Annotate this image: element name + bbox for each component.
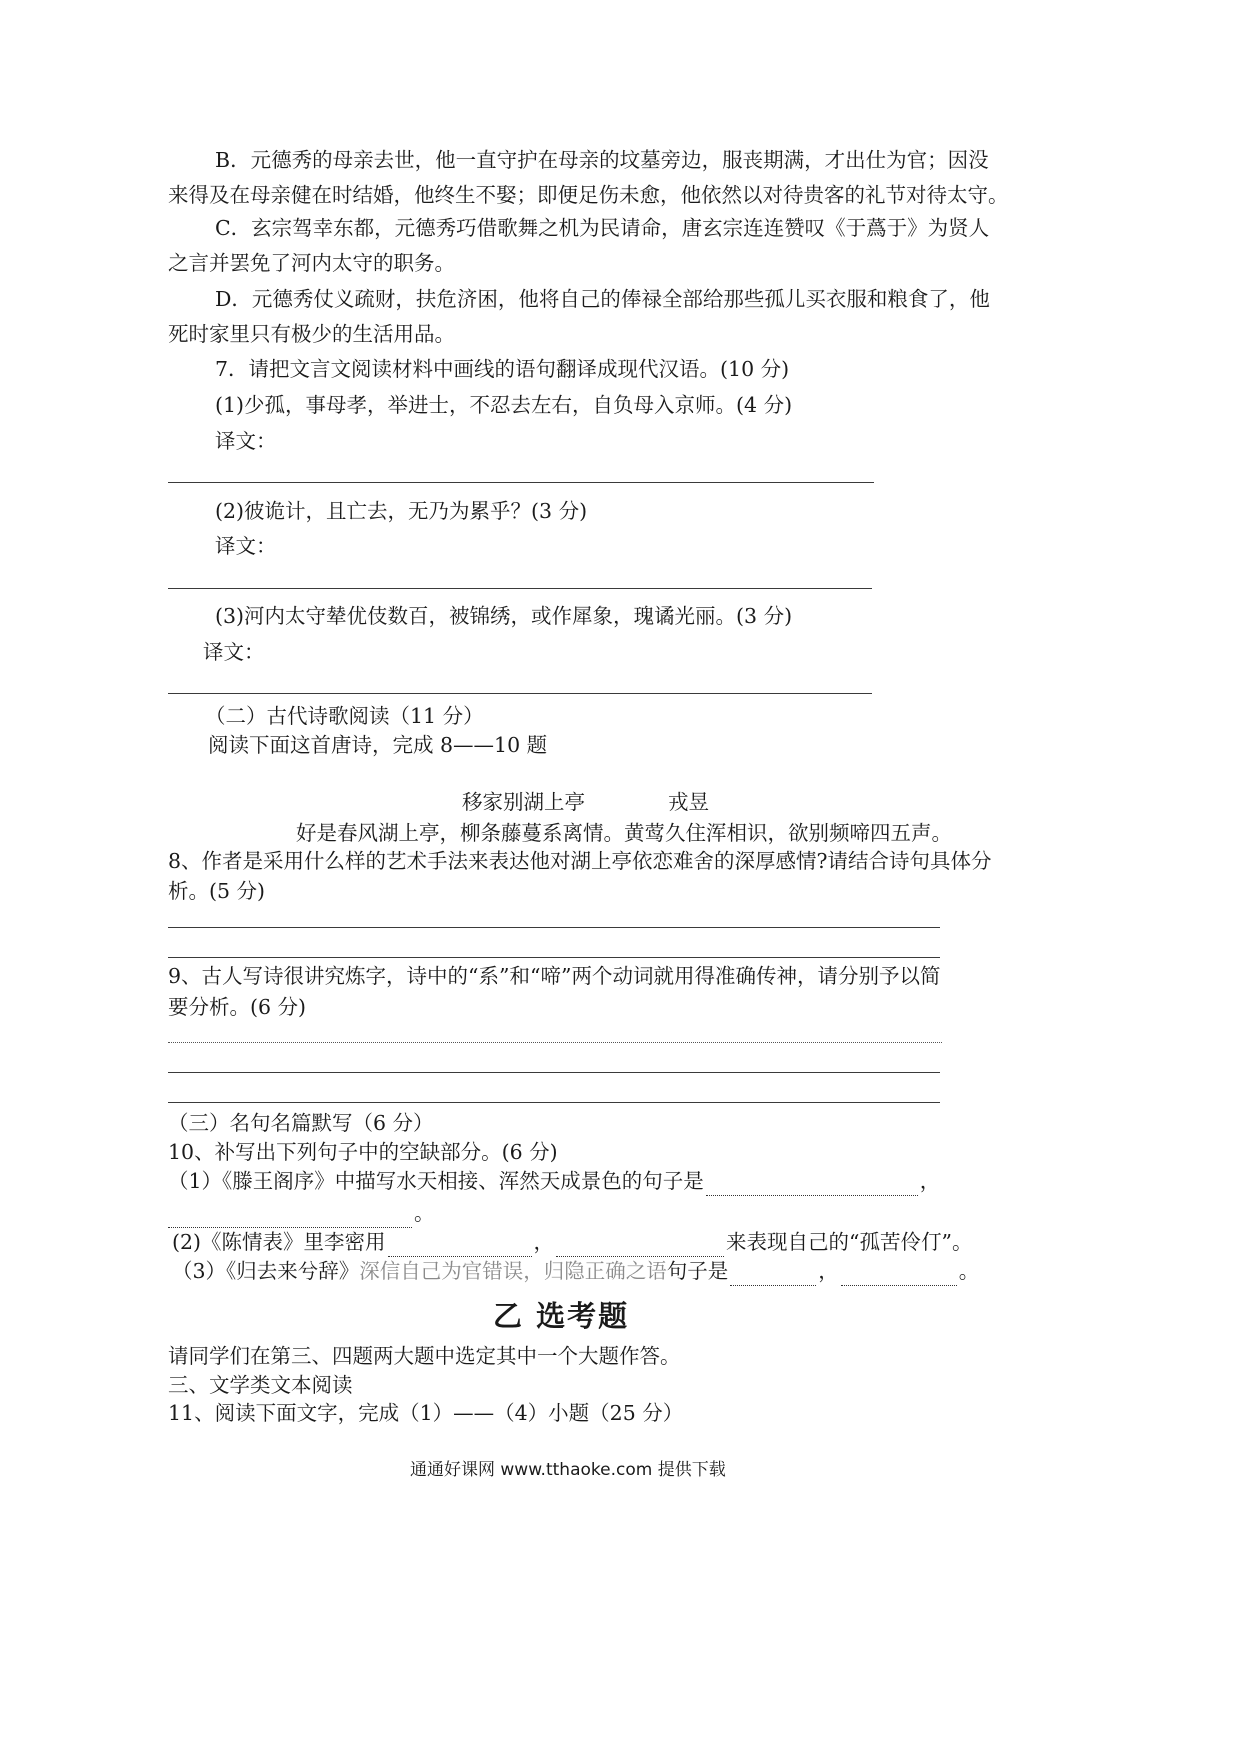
q10-item1-end: 。	[414, 1201, 435, 1225]
q7-prompt: 7．请把文言文阅读材料中画线的语句翻译成现代汉语。(10 分)	[215, 357, 790, 381]
q6-option-c-line2: 之言并罢免了河内太守的职务。	[168, 251, 455, 275]
q10-item2-after: 来表现自己的“孤苦伶仃”。	[726, 1230, 973, 1254]
q9-answer-line-2[interactable]	[168, 1072, 940, 1073]
poetry-section-title: （二）古代诗歌阅读（11 分）	[205, 704, 484, 728]
q10-item3-prefix: （3）《归去来兮辞》	[172, 1259, 360, 1283]
q9-line2: 要分析。(6 分)	[168, 995, 307, 1019]
q8-line1: 8、作者是采用什么样的艺术手法来表达他对湖上亭依恋难舍的深厚感情?请结合诗句具体分	[168, 849, 992, 873]
q10-item3-grey-text: 深信自己为官错误，归隐正确之语	[359, 1259, 667, 1283]
q10-item1-blank-2[interactable]	[168, 1205, 412, 1228]
q10-item3-end: 。	[958, 1259, 980, 1283]
q10-prompt: 10、补写出下列句子中的空缺部分。(6 分)	[168, 1140, 558, 1164]
q8-line2: 析。(5 分)	[168, 879, 266, 903]
q10-item1-comma: ，	[919, 1169, 941, 1193]
q10-item2-blank-2[interactable]	[556, 1234, 724, 1257]
q7-item3-answer-line[interactable]	[168, 693, 872, 694]
q7-item1: (1)少孤，事母孝，举进士，不忍去左右，自负母入京师。(4 分)	[215, 393, 793, 417]
q10-item3-suffix: 句子是	[666, 1259, 729, 1283]
q6-option-d-line1: D．元德秀仗义疏财，扶危济困，他将自己的俸禄全部给那些孤儿买衣服和粮食了，他	[215, 287, 990, 311]
q10-item2-text: (2)《陈情表》里李密用	[172, 1230, 386, 1254]
q9-answer-line-1[interactable]	[168, 1042, 942, 1043]
q9-line1: 9、古人写诗很讲究炼字，诗中的“系”和“啼”两个动词就用得准确传神，请分别予以简	[168, 964, 941, 988]
q6-option-b-line2: 来得及在母亲健在时结婚，他终生不娶；即便足伤未愈，他依然以对待贵客的礼节对待太守。	[168, 183, 1009, 207]
q10-item1	[168, 1166, 940, 1196]
dictation-section-title: （三）名句名篇默写（6 分）	[168, 1111, 434, 1135]
q10-item3	[172, 1256, 979, 1286]
section-b-instruction: 请同学们在第三、四题两大题中选定其中一个大题作答。	[168, 1344, 681, 1368]
q10-item2-blank-1[interactable]	[388, 1234, 532, 1257]
q8-answer-line-1[interactable]	[168, 927, 940, 928]
poem-author: 戎昱	[668, 790, 709, 814]
q7-item1-answer-line[interactable]	[168, 482, 874, 483]
q8-answer-line-2[interactable]	[168, 957, 940, 958]
poem-text: 好是春风湖上亭，柳条藤蔓系离情。黄莺久住浑相识，欲别频啼四五声。	[296, 821, 952, 845]
q10-item3-blank-2[interactable]	[841, 1263, 957, 1286]
q10-item2-comma: ，	[533, 1230, 555, 1254]
q10-item1-continued	[168, 1198, 435, 1228]
q7-item2: (2)彼诡计，且亡去，无乃为累乎？(3 分)	[215, 499, 588, 523]
q10-item1-text: （1）《滕王阁序》中描写水天相接、浑然天成景色的句子是	[168, 1169, 704, 1193]
q7-item3-translation-label: 译文：	[203, 640, 265, 664]
part3-title: 三、文学类文本阅读	[168, 1373, 353, 1397]
poem-title: 移家别湖上亭	[462, 790, 585, 814]
q7-item2-translation-label: 译文：	[215, 534, 277, 558]
section-b-heading: 乙 选考题	[493, 1299, 630, 1333]
q10-item3-blank-1[interactable]	[730, 1263, 816, 1286]
poetry-instruction: 阅读下面这首唐诗，完成 8——10 题	[208, 733, 548, 757]
q10-item2	[172, 1227, 973, 1257]
q7-item1-translation-label: 译文：	[215, 429, 277, 453]
q6-option-d-line2: 死时家里只有极少的生活用品。	[168, 322, 455, 346]
q7-item3: (3)河内太守辇优伎数百，被锦绣，或作犀象，瑰谲光丽。(3 分)	[215, 604, 793, 628]
q6-option-c-line1: C．玄宗驾幸东都，元德秀巧借歌舞之机为民请命，唐玄宗连连赞叹《于蔿于》为贤人	[215, 216, 990, 240]
q9-answer-line-3[interactable]	[168, 1102, 940, 1103]
q11-prompt: 11、阅读下面文字，完成（1）——（4）小题（25 分）	[168, 1401, 684, 1425]
footer-text: 通通好课网 www.tthaoke.com 提供下载	[410, 1460, 726, 1480]
q7-item2-answer-line[interactable]	[168, 588, 872, 589]
q10-item1-blank-1[interactable]	[706, 1173, 918, 1196]
q10-item3-comma: ，	[818, 1259, 839, 1283]
q6-option-b-line1: B．元德秀的母亲去世，他一直守护在母亲的坟墓旁边，服丧期满，才出仕为官；因没	[215, 148, 989, 172]
